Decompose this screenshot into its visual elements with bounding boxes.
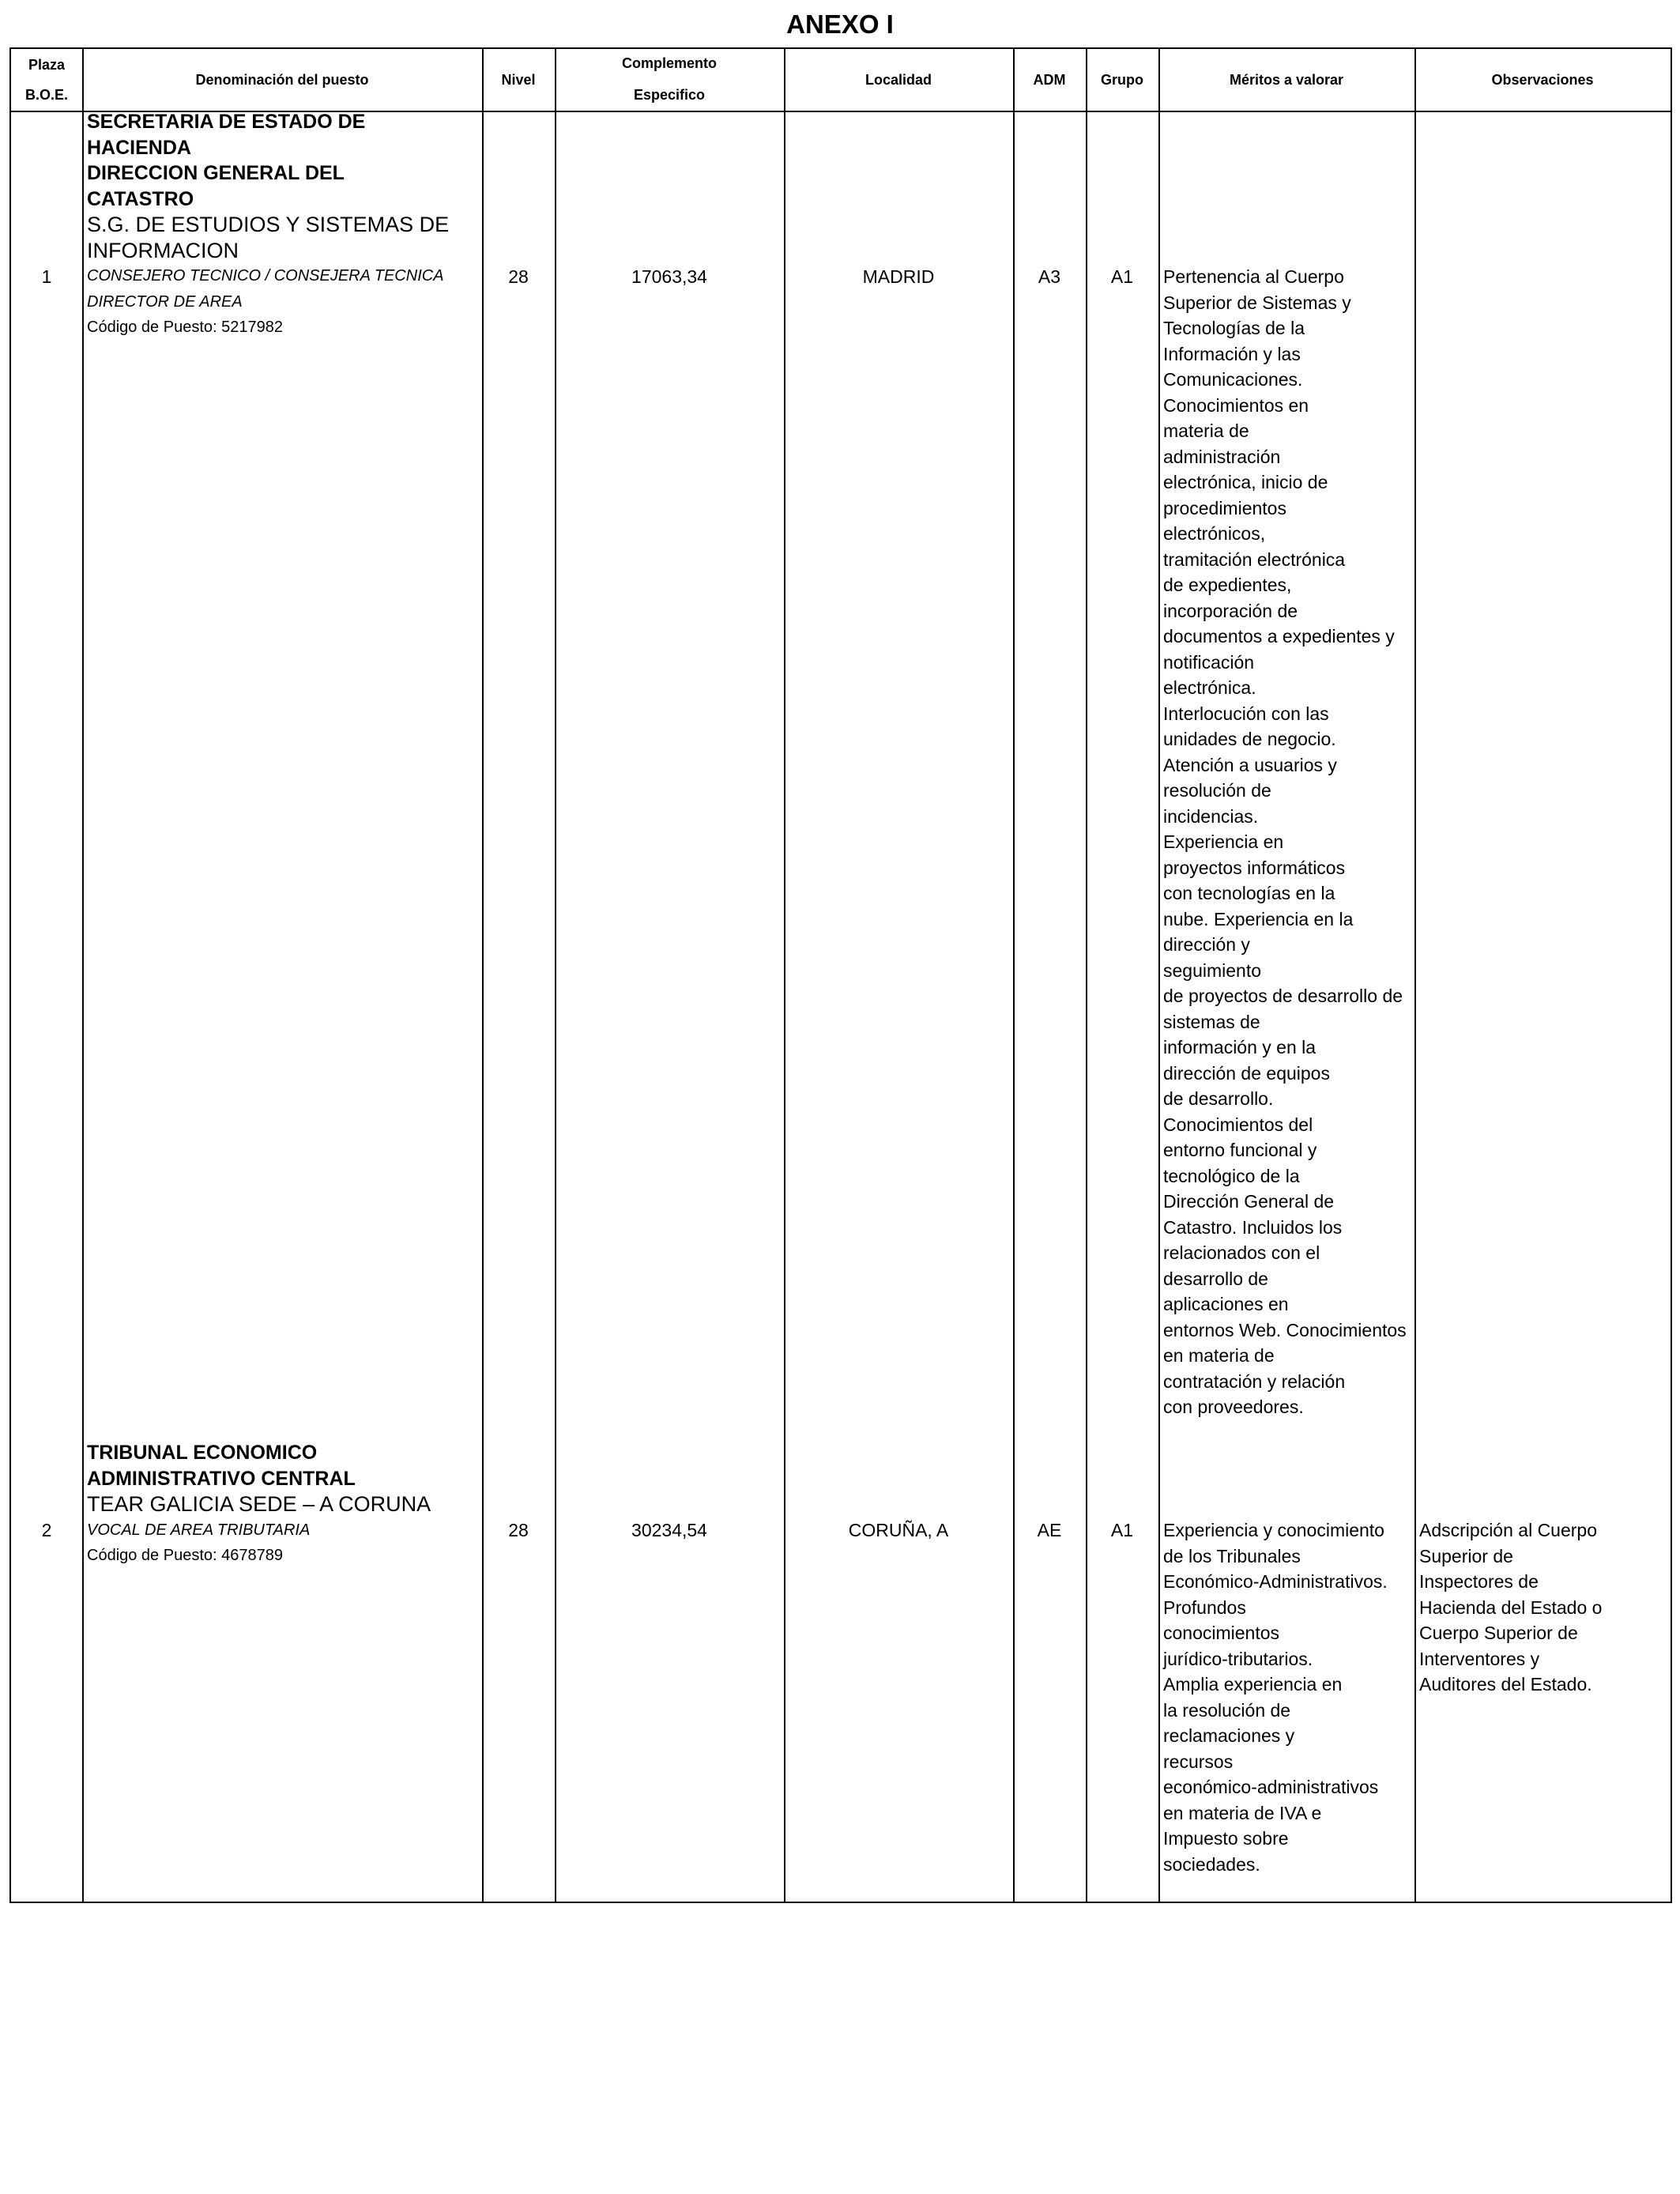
row2-puesto-line: VOCAL DE AREA TRIBUTARIA bbox=[87, 1521, 311, 1539]
meritos-line: dirección de equipos bbox=[1163, 1062, 1330, 1084]
meritos-line: unidades de negocio. bbox=[1163, 729, 1336, 749]
row2-codigo: Código de Puesto: 4678789 bbox=[87, 1547, 283, 1564]
meritos-line: de los Tribunales bbox=[1163, 1545, 1301, 1566]
column-divider bbox=[1013, 49, 1015, 1902]
row1-codigo: Código de Puesto: 5217982 bbox=[87, 319, 283, 336]
meritos-line: Conocimientos del bbox=[1163, 1114, 1313, 1135]
header-plaza-line2: B.O.E. bbox=[24, 87, 68, 103]
column-divider bbox=[1158, 49, 1160, 1902]
row2-meritos bbox=[1163, 1517, 1388, 1877]
meritos-line: entorno funcional y bbox=[1163, 1140, 1317, 1160]
meritos-line: dirección y bbox=[1163, 934, 1250, 955]
row2-org-line: TRIBUNAL ECONOMICO bbox=[87, 1442, 318, 1464]
meritos-line: Información y las bbox=[1163, 343, 1301, 364]
observaciones-line: Interventores y bbox=[1419, 1648, 1540, 1669]
meritos-line: sistemas de bbox=[1163, 1011, 1260, 1032]
meritos-line: de expedientes, bbox=[1163, 575, 1292, 595]
meritos-line: en materia de IVA e bbox=[1163, 1802, 1322, 1823]
meritos-line: Impuesto sobre bbox=[1163, 1828, 1289, 1849]
meritos-line: electrónica, inicio de bbox=[1163, 472, 1328, 492]
observaciones-line: Inspectores de bbox=[1419, 1571, 1539, 1592]
meritos-line: entornos Web. Conocimientos bbox=[1163, 1319, 1407, 1340]
meritos-line: electrónicos, bbox=[1163, 523, 1266, 544]
meritos-line: tecnológico de la bbox=[1163, 1165, 1300, 1186]
meritos-line: nube. Experiencia en la bbox=[1163, 908, 1354, 929]
header-nivel: Nivel bbox=[501, 71, 536, 88]
header-adm: ADM bbox=[1033, 71, 1066, 88]
row1-grupo: A1 bbox=[1110, 266, 1134, 287]
meritos-line: resolución de bbox=[1163, 780, 1271, 801]
meritos-line: Experiencia en bbox=[1163, 831, 1284, 852]
row1-adm: A3 bbox=[1038, 266, 1061, 287]
observaciones-line: Superior de bbox=[1419, 1545, 1513, 1566]
row2-plaza: 2 bbox=[41, 1520, 52, 1540]
observaciones-line: Adscripción al Cuerpo bbox=[1419, 1520, 1598, 1540]
row1-plaza: 1 bbox=[41, 266, 52, 287]
meritos-line: conocimientos bbox=[1163, 1623, 1280, 1643]
row2-org-line: ADMINISTRATIVO CENTRAL bbox=[87, 1467, 356, 1490]
column-divider bbox=[555, 49, 556, 1902]
row1-nivel: 28 bbox=[508, 266, 529, 287]
header-plaza bbox=[11, 49, 82, 111]
meritos-line: documentos a expedientes y bbox=[1163, 626, 1395, 647]
row2-grupo: A1 bbox=[1110, 1520, 1134, 1540]
row2-adm: AE bbox=[1037, 1520, 1062, 1540]
meritos-line: Comunicaciones. bbox=[1163, 369, 1303, 390]
column-divider bbox=[482, 49, 484, 1902]
header-complemento-line1: Complemento bbox=[621, 55, 717, 71]
row2-localidad: CORUÑA, A bbox=[848, 1520, 949, 1540]
meritos-line: Atención a usuarios y bbox=[1163, 754, 1337, 775]
meritos-line: Amplia experiencia en bbox=[1163, 1674, 1343, 1695]
row1-complemento: 17063,34 bbox=[631, 266, 707, 287]
meritos-line: recursos bbox=[1163, 1751, 1234, 1772]
meritos-line: Interlocución con las bbox=[1163, 703, 1329, 724]
meritos-line: de desarrollo. bbox=[1163, 1088, 1274, 1109]
observaciones-line: Hacienda del Estado o bbox=[1419, 1596, 1603, 1618]
meritos-line: jurídico-tributarios. bbox=[1163, 1648, 1313, 1669]
meritos-line: materia de bbox=[1163, 420, 1249, 441]
meritos-line: relacionados con el bbox=[1163, 1242, 1320, 1263]
observaciones-line: Auditores del Estado. bbox=[1419, 1674, 1592, 1695]
row1-puesto-line: CONSEJERO TECNICO / CONSEJERA TECNICA bbox=[87, 267, 444, 285]
meritos-line: incidencias. bbox=[1163, 805, 1259, 827]
row1-denominacion bbox=[87, 109, 479, 341]
meritos-line: de proyectos de desarrollo de bbox=[1163, 986, 1403, 1006]
meritos-line: información y en la bbox=[1163, 1037, 1317, 1057]
meritos-line: Pertenencia al Cuerpo bbox=[1163, 266, 1344, 287]
row1-org-line: SECRETARIA DE ESTADO DE bbox=[87, 111, 366, 133]
meritos-line: en materia de bbox=[1163, 1345, 1275, 1366]
row1-puesto-line: DIRECTOR DE AREA bbox=[87, 292, 243, 311]
header-observaciones: Observaciones bbox=[1491, 71, 1594, 88]
row1-localidad: MADRID bbox=[862, 266, 935, 287]
header-localidad: Localidad bbox=[864, 71, 932, 88]
header-complemento-line2: Especifico bbox=[633, 87, 706, 103]
column-divider bbox=[784, 49, 785, 1902]
meritos-line: desarrollo de bbox=[1163, 1268, 1268, 1289]
row1-unit-line: INFORMACION bbox=[87, 238, 239, 262]
meritos-line: Experiencia y conocimiento bbox=[1163, 1520, 1384, 1540]
meritos-line: incorporación de bbox=[1163, 600, 1298, 621]
row1-unit-line: S.G. DE ESTUDIOS Y SISTEMAS DE bbox=[87, 213, 450, 236]
meritos-line: con tecnologías en la bbox=[1163, 883, 1335, 903]
meritos-line: electrónica. bbox=[1163, 677, 1256, 698]
row2-observaciones bbox=[1419, 1517, 1602, 1698]
row2-denominacion bbox=[87, 1440, 479, 1569]
row1-org-line: CATASTRO bbox=[87, 187, 194, 210]
meritos-line: Superior de Sistemas y bbox=[1163, 292, 1351, 313]
header-meritos: Méritos a valorar bbox=[1229, 71, 1344, 88]
meritos-line: reclamaciones y bbox=[1163, 1725, 1295, 1746]
column-divider bbox=[1086, 49, 1087, 1902]
row2-complemento: 30234,54 bbox=[631, 1520, 707, 1540]
meritos-line: Conocimientos en bbox=[1163, 394, 1309, 416]
meritos-line: Catastro. Incluidos los bbox=[1163, 1216, 1343, 1238]
meritos-line: contratación y relación bbox=[1163, 1370, 1346, 1392]
row1-meritos bbox=[1163, 264, 1407, 1420]
column-divider bbox=[82, 49, 84, 1902]
row1-org-line: HACIENDA bbox=[87, 136, 191, 159]
meritos-line: con proveedores. bbox=[1163, 1397, 1304, 1417]
observaciones-line: Cuerpo Superior de bbox=[1419, 1623, 1578, 1643]
meritos-line: procedimientos bbox=[1163, 497, 1286, 518]
meritos-line: notificación bbox=[1163, 651, 1255, 673]
row2-unit-line: TEAR GALICIA SEDE – A CORUNA bbox=[87, 1492, 431, 1516]
meritos-line: sociedades. bbox=[1163, 1853, 1260, 1875]
meritos-line: Económico-Administrativos. bbox=[1163, 1571, 1388, 1592]
meritos-line: administración bbox=[1163, 446, 1281, 467]
meritos-line: Profundos bbox=[1163, 1596, 1246, 1618]
page-title: ANEXO I bbox=[786, 9, 894, 39]
meritos-line: seguimiento bbox=[1163, 959, 1262, 981]
header-plaza-line1: Plaza bbox=[28, 57, 66, 73]
row2-nivel: 28 bbox=[508, 1520, 529, 1540]
meritos-line: aplicaciones en bbox=[1163, 1294, 1289, 1314]
header-denominacion: Denominación del puesto bbox=[195, 71, 369, 88]
meritos-line: la resolución de bbox=[1163, 1699, 1291, 1721]
header-complemento bbox=[555, 49, 784, 111]
meritos-line: Tecnologías de la bbox=[1163, 318, 1305, 338]
meritos-line: proyectos informáticos bbox=[1163, 857, 1346, 878]
meritos-line: económico-administrativos bbox=[1163, 1777, 1379, 1797]
row1-org-line: DIRECCION GENERAL DEL bbox=[87, 162, 345, 184]
meritos-line: tramitación electrónica bbox=[1163, 548, 1346, 570]
header-grupo: Grupo bbox=[1101, 71, 1143, 88]
column-divider bbox=[1414, 49, 1416, 1902]
positions-table bbox=[9, 47, 1672, 1903]
meritos-line: Dirección General de bbox=[1163, 1191, 1335, 1212]
